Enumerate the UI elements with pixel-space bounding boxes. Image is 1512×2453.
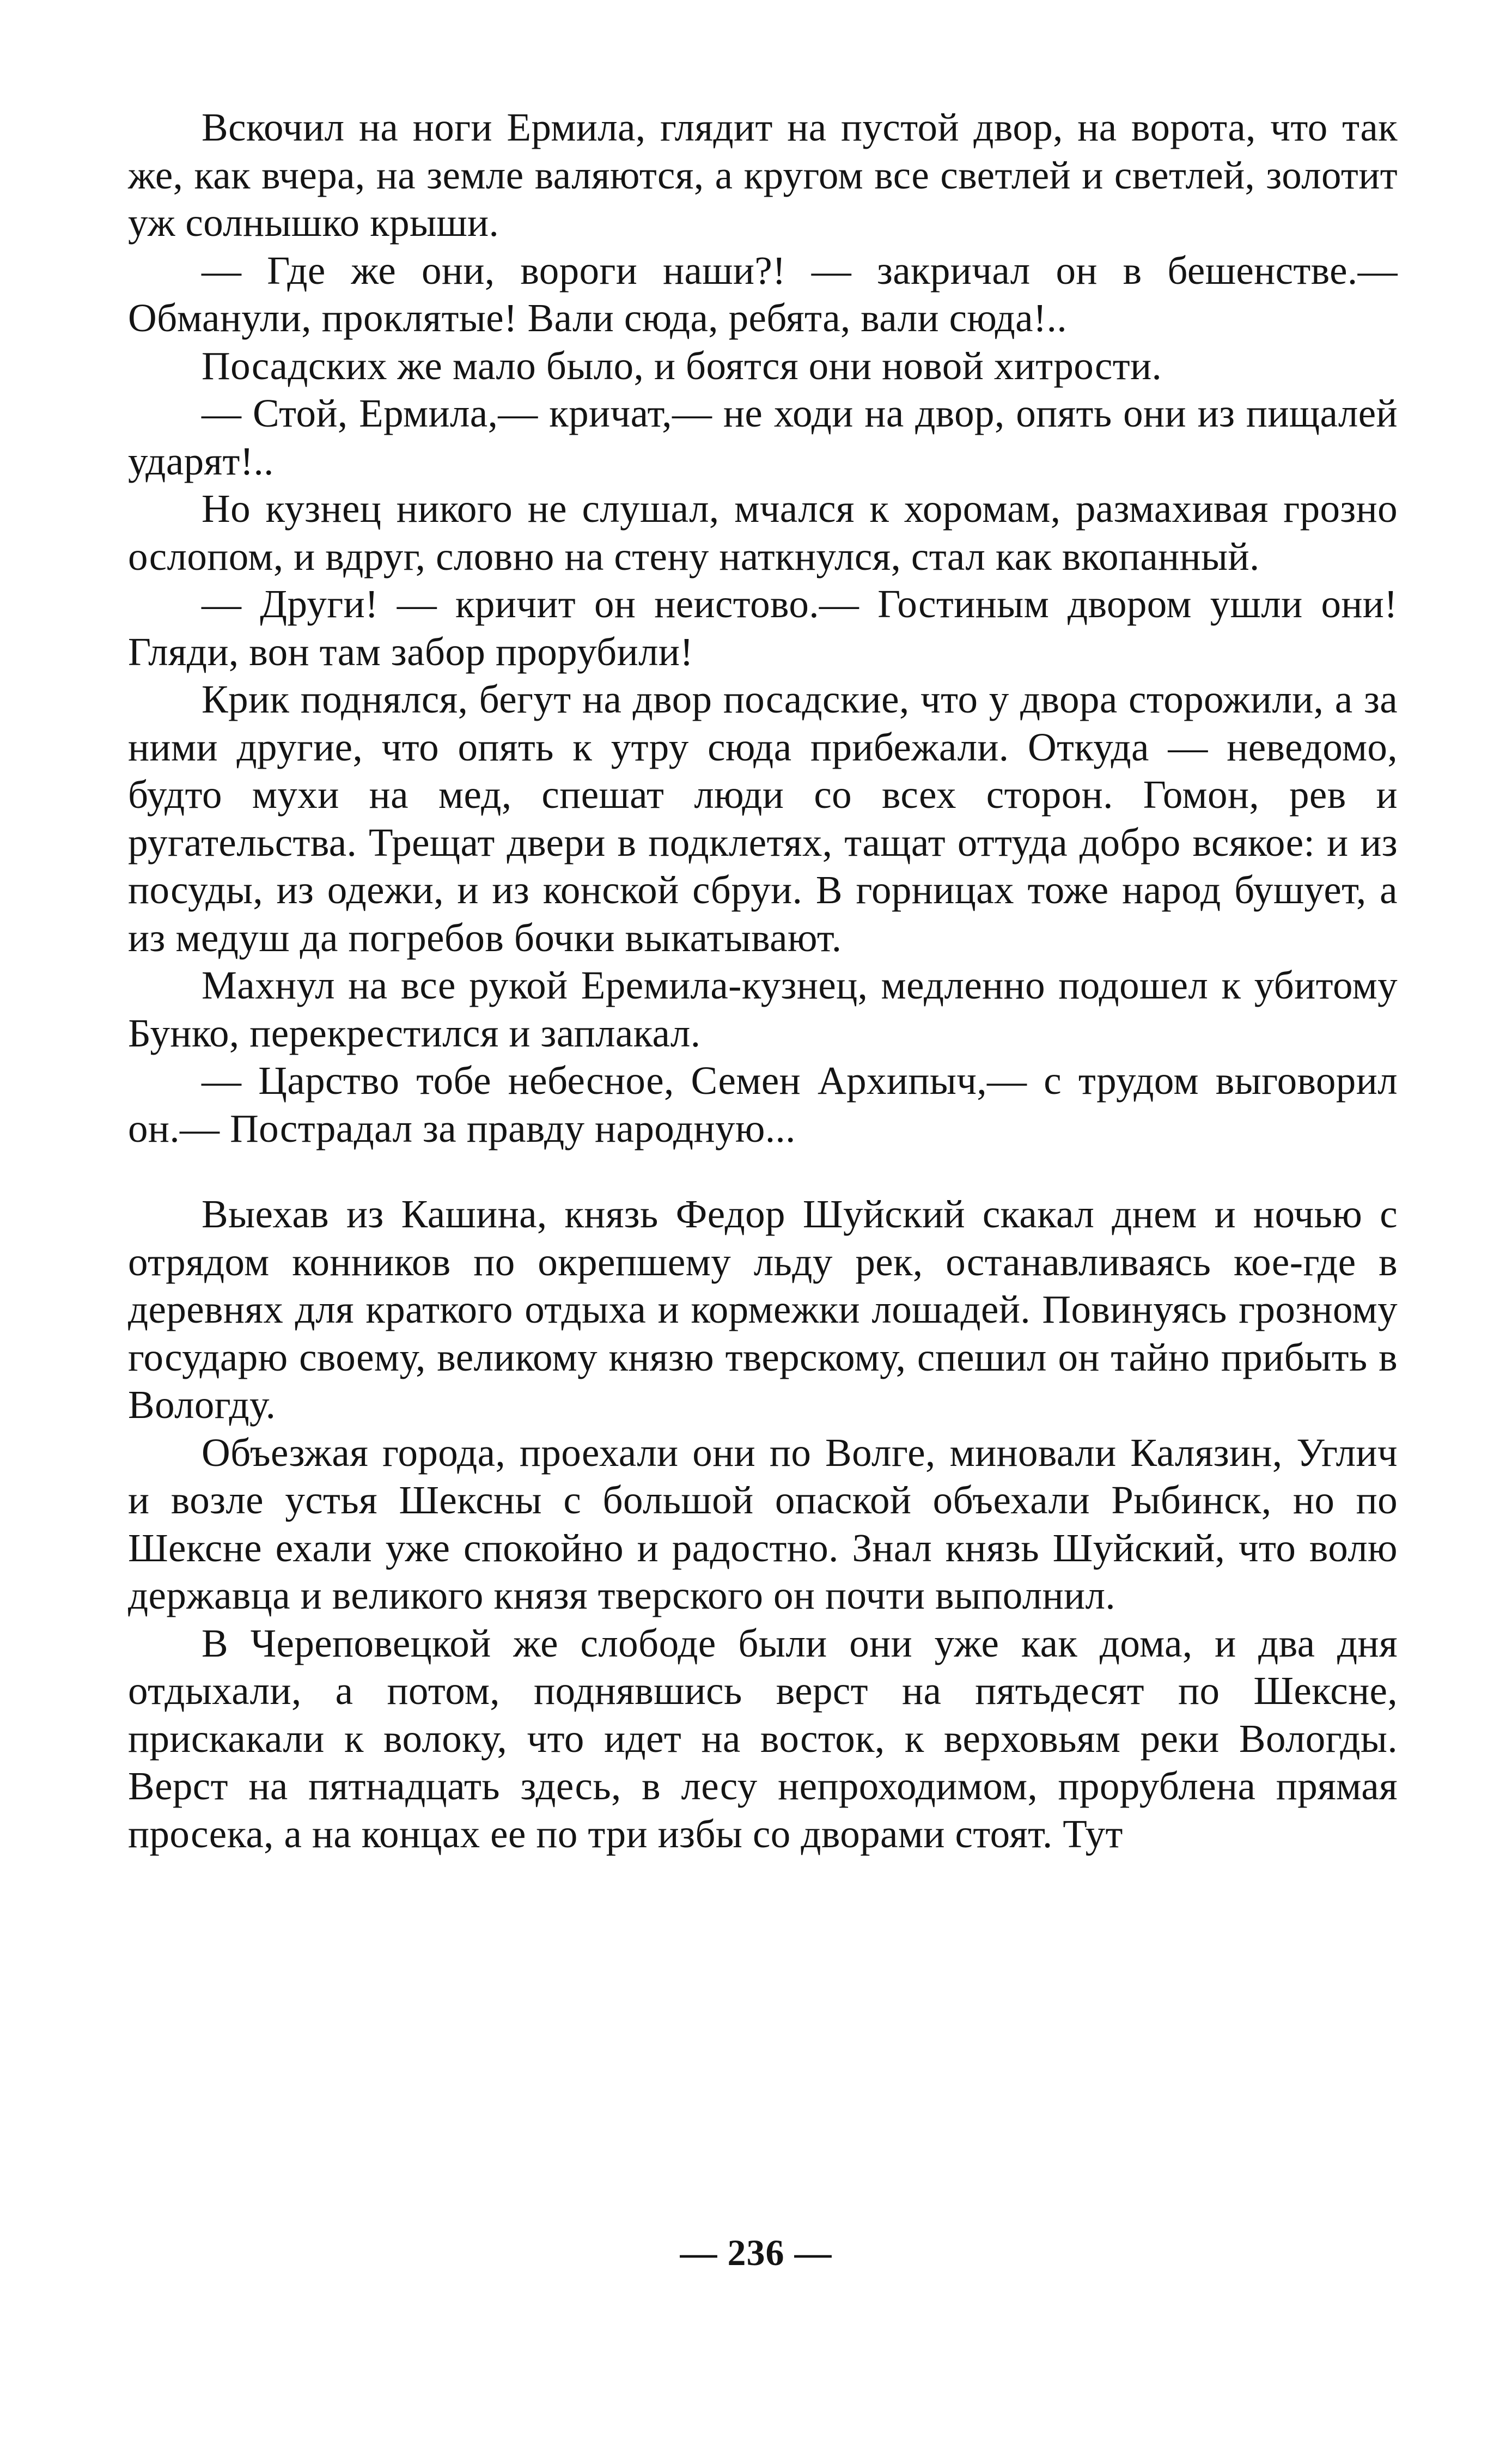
page-number: — 236 — [680,2232,832,2273]
paragraph: Вскочил на ноги Ермила, глядит на пустой двор, на ворота, что так же, как вчера, на земле валяются, а кругом все светлей и светлей, золотит уж солнышко крыши. [128,105,1398,245]
paragraph: Объезжая города, проехали они по Волге, миновали Калязин, Углич и возле устья Шексны с большой опаской объехали Рыбинск, но по Шексне ехали уже спокойно и радостно. Знал князь Шуйский, что волю державца и великого князя тверского он почти выполнил. [128,1430,1398,1617]
paragraph: Посадских же мало было, и боятся они новой хитрости. [202,343,1162,388]
paragraph: Махнул на все рукой Еремила-кузнец, медленно подошел к убитому Бунко, перекрестился и заплакал. [128,963,1398,1055]
section-break [128,1152,1398,1190]
paragraph: — Царство тобе небесное, Семен Архипыч,— с трудом выговорил он.— Пострадал за правду народную... [128,1058,1398,1151]
text-block [128,104,1398,1858]
paragraph: В Череповецкой же слободе были они уже как дома, и два дня отдыхали, а потом, поднявшись верст на пятьдесят по Шексне, прискакали к волоку, что идет на восток, к верховьям реки Вологды. Верст на пятнадцать здесь, в лесу непроходимом, прорублена прямая просека, а на концах ее по три избы со дворами стоят. Тут [128,1621,1398,1856]
paragraph: — Где же они, вороги наши?! — закричал он в бешенстве.— Обманули, проклятые! Вали сюда, ребята, вали сюда!.. [128,248,1398,340]
paragraph: Выехав из Кашина, князь Федор Шуйский скакал днем и ночью с отрядом конников по окрепшему льду рек, останавливаясь кое-где в деревнях для краткого отдыха и кормежки лошадей. Повинуясь грозному государю своему, великому князю тверскому, спешил он тайно прибыть в Вологду. [128,1192,1398,1427]
paragraph: — Други! — кричит он неистово.— Гостиным двором ушли они! Гляди, вон там забор прорубили! [128,582,1398,674]
paragraph: — Стой, Ермила,— кричат,— не ходи на двор, опять они из пищалей ударят!.. [128,391,1398,483]
paragraph: Крик поднялся, бегут на двор посадские, что у двора сторожили, а за ними другие, что опять к утру сюда прибежали. Откуда — неведомо, будто мухи на мед, спешат люди со всех сторон. Гомон, рев и ругательства. Трещат двери в подклетях, тащат оттуда добро всякое: и из посуды, из одежи, и из конской сбруи. В горницах тоже народ бушует, а из медуш да погребов бочки выкатывают. [128,677,1398,960]
paragraph: Но кузнец никого не слушал, мчался к хоромам, размахивая грозно ослопом, и вдруг, словно на стену наткнулся, стал как вкопанный. [128,486,1398,579]
